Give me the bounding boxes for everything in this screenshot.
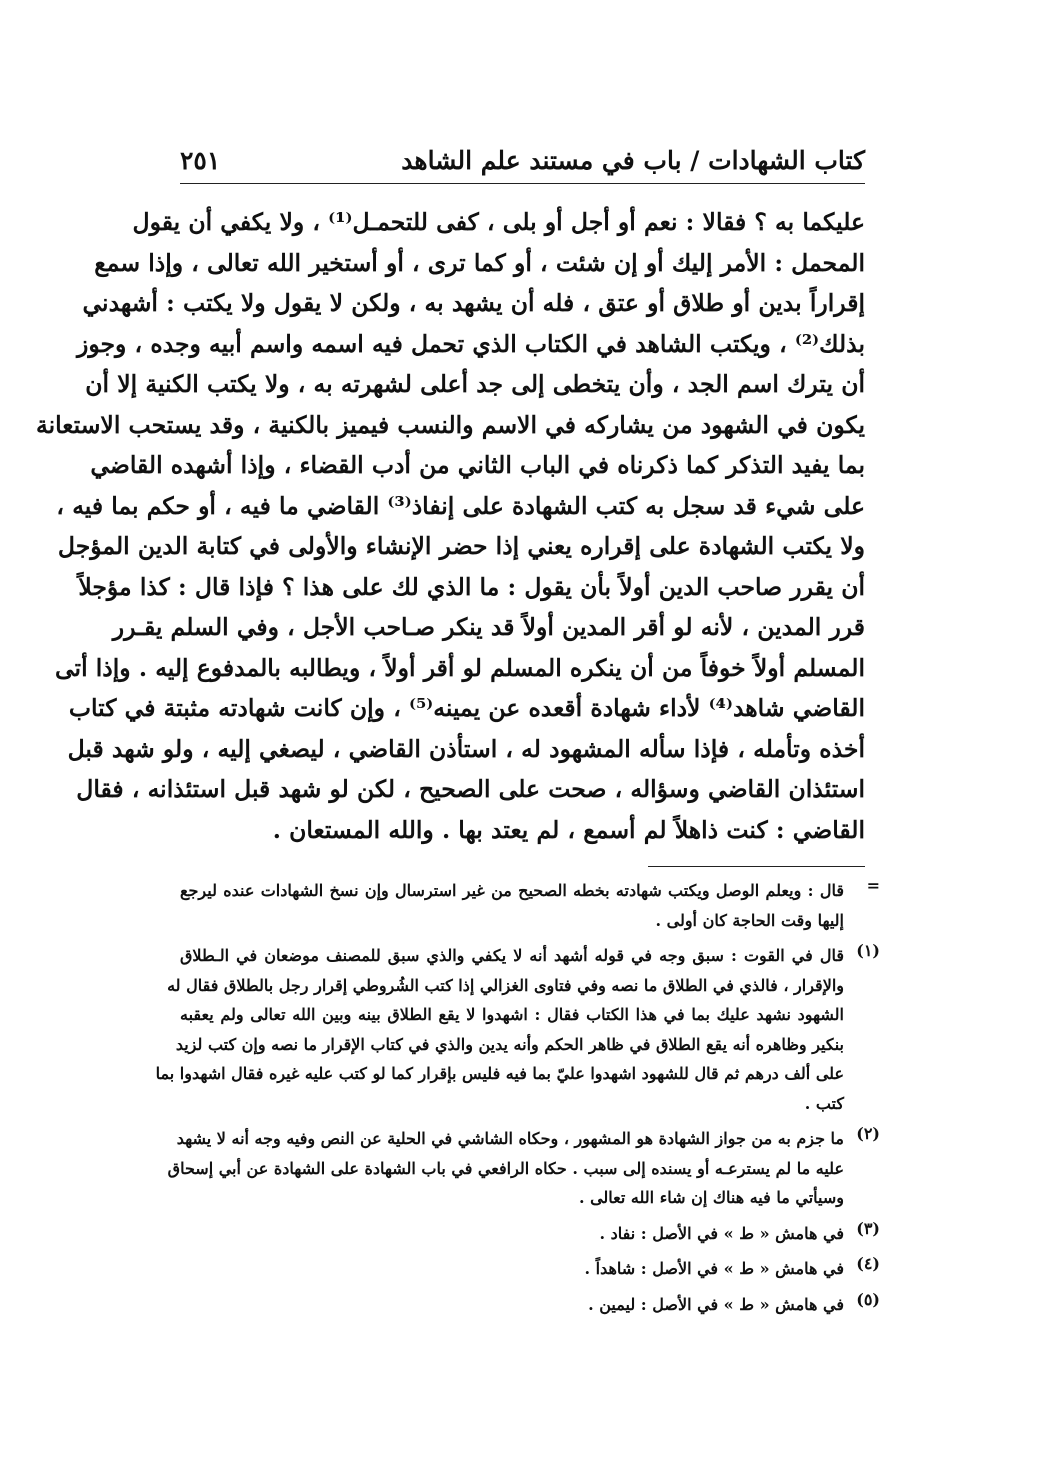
footnote-line: في هامش « ط » في الأصل : شاهداً . [584,1259,844,1278]
footnote-4 [180,1254,880,1284]
text-line: المحمل : الأمر إليك أو إن شئت ، أو كما ترى ، أو أستخير الله تعالى ، وإذا سمع [94,248,865,277]
text-line: المسلم أولاً خوفاً من أن ينكره المسلم لو أقر أولاً ، ويطالبه بالمدفوع إليه . وإذا أتى [54,653,865,682]
footnote-line: قال : ويعلم الوصل ويكتب شهادته بخطه الصحيح من غير استرسال وإن نسخ الشهادات عنده ليرجع [180,881,844,900]
text-line: القاضي : كنت ذاهلاً لم أسمع ، لم يعتد بها . والله المستعان . [272,815,865,844]
text-line: قرر المدين ، لأنه لو أقر المدين أولاً قد ينكر صـاحب الأجل ، وفي السلم يقـرر [112,613,865,641]
running-header [180,146,865,186]
footnote-line: وسيأتي ما فيه هناك إن شاء الله تعالى . [578,1188,844,1207]
text-line: بما يفيد التذكر كما ذكرناه في الباب الثاني من أدب القضاء ، وإذا أشهده القاضي [90,451,865,479]
footnote-3 [180,1219,880,1249]
footnote-line: كتب . [804,1093,844,1113]
footnote-1 [155,941,880,1118]
footnotes [155,876,880,1325]
footnote-line: إليها وقت الحاجة كان أولى . [655,910,844,930]
footnote-marker: = [866,876,880,895]
text-line: استئذان القاضي وسؤاله ، صحت على الصحيح ، لكن لو شهد قبل استئذانه ، فقال [76,775,865,803]
text-line: إقراراً بدين أو طلاق أو عتق ، فله أن يشهد به ، ولكن لا يقول ولا يكتب : أشهدني [82,289,865,317]
text-line: يكون في الشهود من يشاركه في الاسم والنسب فيميز بالكنية ، وقد يستحب الاستعانة [36,410,865,439]
footnote-line: بنكير وظاهره أنه يقع الطلاق في ظاهر الحكم وأنه يدين والذي في كتاب الإقرار ما نصه وإن كتب لزيد [175,1034,844,1054]
page-number: ٢٥١ [180,146,221,175]
footnote-line: والإقرار ، فالذي في الطلاق ما نصه وفي فتاوى الغزالي إذا كتب الشُروطي إقرار رجل بالطلاق فقال له [167,975,844,995]
footnote-marker: (١) [856,941,880,960]
main-text [36,202,865,850]
footnote-5 [180,1290,880,1320]
footnote-marker: (٢) [856,1124,880,1143]
footnote-marker: (٥) [856,1289,880,1309]
text-line: أن يقرر صاحب الدين أولاً بأن يقول : ما الذي لك على هذا ؟ فإذا قال : كذا مؤجلاً [78,572,865,601]
footnote-2 [167,1124,880,1213]
text-line: عليكما به ؟ فقالا : نعم أو أجل أو بلى ، كفى للتحمـل⁽¹⁾ ، ولا يكفي أن يقول [132,208,865,236]
footnote-line: في هامش « ط » في الأصل : ليمين . [588,1294,844,1314]
text-line: القاضي شاهد⁽⁴⁾ لأداء شهادة أقعده عن يمينه⁽⁵⁾ ، وإن كانت شهادته مثبتة في كتاب [68,694,865,722]
text-line: على شيء قد سجل به كتب الشهادة على إنفاذ⁽³⁾ القاضي ما فيه ، أو حكم بما فيه ، [56,491,865,520]
footnote-separator [648,866,865,867]
footnote-line: قال في القوت : سبق وجه في قوله أشهد أنه لا يكفي والذي سبق للمصنف موضعان في الـطلاق [180,946,844,965]
footnote-marker: (٤) [856,1254,880,1273]
text-line: بذلك⁽²⁾ ، ويكتب الشاهد في الكتاب الذي تحمل فيه اسمه واسم أبيه وجده ، وجوز [77,329,865,358]
text-line: أخذه وتأمله ، فإذا سأله المشهود له ، استأذن القاضي ، ليصغي إليه ، ولو شهد قبل [67,734,865,763]
header-title: كتاب الشهادات / باب في مستند علم الشاهد [401,146,865,175]
header-rule [180,183,865,184]
footnote-line: ما جزم به من جواز الشهادة هو المشهور ، وحكاه الشاشي في الحلية عن النص وفيه وجه أنه لا يشهد [176,1129,844,1148]
footnote-line: على ألف درهم ثم قال للشهود اشهدوا عليّ بما فيه فليس بإقرار كما لو كتب عليه غيره فقال اشهدوا بما [155,1064,844,1083]
footnote-line: عليه ما لم يسترعـه أو يسنده إلى سبب . حكاه الرافعي في باب الشهادة على الشهادة عن أبي إسحاق [167,1158,844,1178]
footnote-line: الشهود نشهد عليك بما في هذا الكتاب فقال : اشهدوا لا يقع الطلاق بينه وبين الله تعالى ولم يعقبه [180,1005,844,1024]
text-line: ولا يكتب الشهادة على إقراره يعني إذا حضر الإنشاء والأولى في كتابة الدين المؤجل [57,532,865,560]
text-line: أن يترك اسم الجد ، وأن يتخطى إلى جد أعلى لشهرته به ، ولا يكتب الكنية إلا أن [85,370,865,398]
footnote-line: في هامش « ط » في الأصل : نفاد . [599,1223,844,1243]
footnote-marker: (٣) [856,1218,880,1238]
footnote-continuation [180,876,880,935]
